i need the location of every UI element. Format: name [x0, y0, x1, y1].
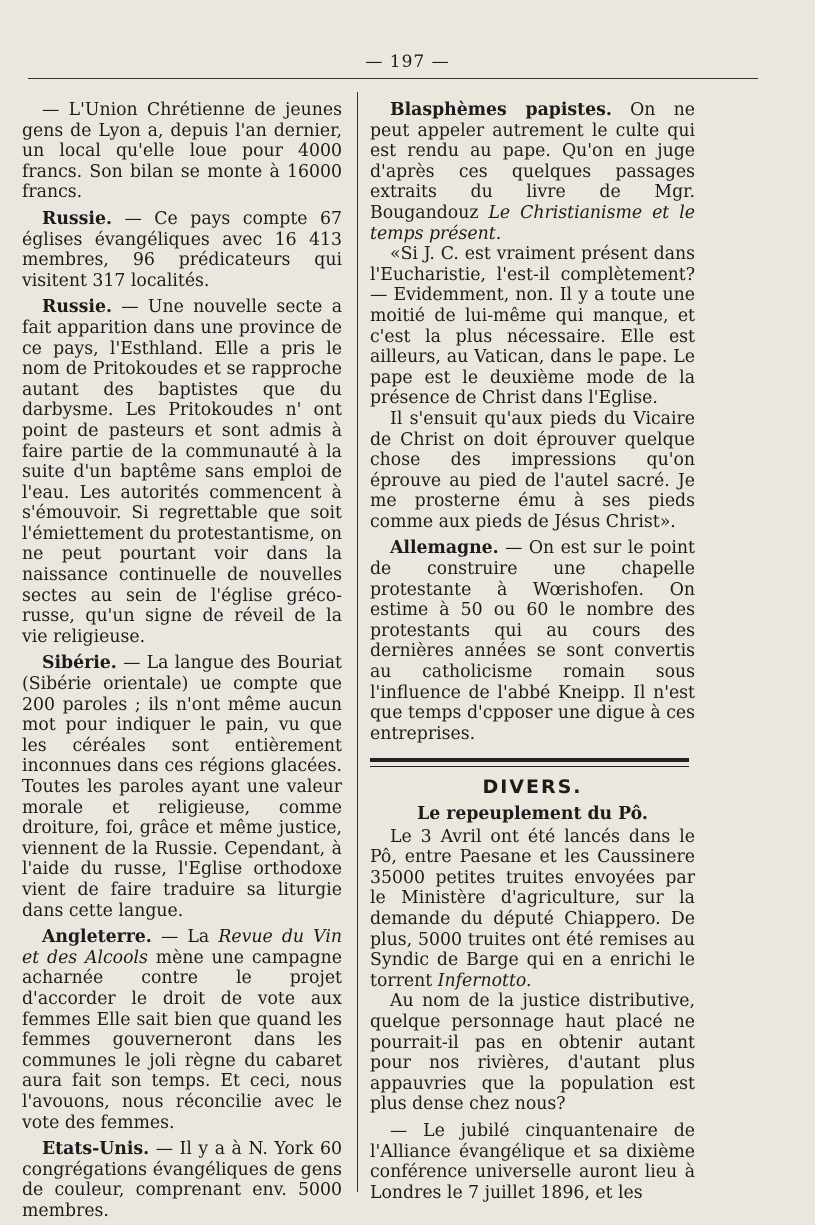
heading-allemagne: Allemagne. — [390, 538, 499, 559]
paragraph-angleterre: Angleterre. — La Revue du Vin et des Alcools mène une campagne acharnée contre le projet d'accorder le droit de vote aux femmes Elle sait bien que quand les femmes gouverneront dans les communes le joli règne du cabaret aura fait son temps. Et ceci, nous l'avouons, nous réconcilie avec le vote des femmes. — [22, 927, 342, 1133]
section-rule-thin — [370, 766, 689, 767]
paragraph-po-1: Le 3 Avril ont été lancés dans le Pô, entre Paesane et les Caussinere 35000 petites truites envoyées par le Ministère d'agriculture, sur la demande du député Chiappero. De plus, 5000 truites ont été remises au Syndic de Barge qui en a enrichi le torrent Infernotto. — [370, 826, 695, 991]
heading-angleterre: Angleterre. — [42, 927, 152, 948]
paragraph-etats-unis: Etats-Unis. — Il y a à N. York 60 congrégations évangéliques de gens de couleur, comprenant env. 5000 membres. — [22, 1139, 342, 1221]
heading-etats-unis: Etats-Unis. — [42, 1139, 150, 1160]
paragraph-allemagne: Allemagne. — On est sur le point de construire une chapelle protestante à Wœrishofen. On estime à 50 ou 60 le nombre des protestants qui au cours des dernières années se sont convertis au catholicisme romain sous l'influence de l'abbé Kneipp. Il n'est que temps d'cpposer une digue à ces entreprises. — [370, 538, 695, 744]
left-column — [22, 100, 342, 1221]
paragraph-blasphemes: Blasphèmes papistes. On ne peut appeler autrement le culte qui est rendu au pape. Qu'on en juge d'après ces quelques passages extraits du livre de Mgr. Bougandouz Le Christianisme et le temps présent. — [370, 100, 695, 244]
paragraph-po-2: Au nom de la justice distributive, quelque personnage haut placé ne pourrait-il pas en obtenir autant pour nos rivières, d'autant plus appauvries que la population est plus dense chez nous? — [370, 991, 695, 1115]
header-rule — [28, 78, 758, 79]
paragraph-jubile: — Le jubilé cinquantenaire de l'Alliance évangélique et sa dixième conférence universelle auront lieu à Londres le 7 juillet 1896, et les — [370, 1120, 695, 1203]
section-rule-thick — [370, 758, 689, 762]
revue-title: Revue du Vin et des Alcools — [22, 927, 342, 968]
paragraph-quote-1: «Si J. C. est vraiment présent dans l'Eucharistie, l'est-il complètement? — Evidemment, non. Il y a toute une moitié de lui-même qui manque, et c'est la plus nécessaire. Elle est ailleurs, au Vatican, dans le pape. Le pape est le deuxième mode de la présence de Christ dans l'Eglise. — [370, 244, 695, 409]
paragraph-siberie: Sibérie. — La langue des Bouriat (Sibérie orientale) ue compte que 200 paroles ; ils n'ont même aucun mot pour indiquer le pain, vu que les céréales sont entièrement inconnues dans ces régions glacées. Toutes les paroles ayant une valeur morale et religieuse, comme droiture, foi, grâce et même justice, viennent de la Russie. Cependant, à l'aide du russe, l'Eglise orthodoxe vient de faire traduire sa liturgie dans cette langue. — [22, 653, 342, 921]
paragraph-union-chretienne: — L'Union Chrétienne de jeunes gens de Lyon a, depuis l'an dernier, un local qu'elle loue pour 4000 francs. Son bilan se monte à 16000 francs. — [22, 100, 342, 203]
heading-blasphemes: Blasphèmes papistes. — [390, 100, 612, 120]
right-column — [370, 100, 695, 1203]
book-title: Le Christianisme et le temps présent. — [370, 202, 695, 244]
paragraph-russie-1: Russie. — Ce pays compte 67 églises évangéliques avec 16 413 membres, 96 prédicateurs qui visitent 317 localités. — [22, 208, 342, 291]
column-divider — [357, 92, 358, 1192]
article-title-repeuplement: Le repeuplement du Pô. — [417, 804, 648, 824]
heading-russie-2: Russie. — [42, 297, 112, 318]
heading-russie-1: Russie. — [42, 208, 112, 229]
paragraph-quote-2: Il s'ensuit qu'aux pieds du Vicaire de Christ on doit éprouver quelque chose des impressions qu'on éprouve au pied de l'autel sacré. Je me prosterne ému à ses pieds comme aux pieds de Jésus Christ». — [370, 408, 695, 532]
paragraph-russie-2: Russie. — Une nouvelle secte a fait apparition dans une province de ce pays, l'Esthland. Elle a pris le nom de Pritokoudes et se rapproche autant des baptistes que du darbysme. Les Pritokoudes n' ont point de pasteurs et sont admis à faire partie de la communauté à la suite d'un baptême sans emploi de l'eau. Les autorités commencent à s'émouvoir. Si regrettable que soit l'émiettement du protestantisme, on ne peut pourtant voir dans la naissance continuelle de nouvelles sectes au sein de l'église gréco-russe, qu'un signe de réveil de la vie religieuse. — [22, 297, 342, 647]
torrent-name: Infernotto. — [437, 970, 532, 991]
heading-siberie: Sibérie. — [42, 653, 117, 674]
section-title-divers: DIVERS. — [482, 776, 583, 799]
page-number: — 197 — — [365, 52, 450, 72]
